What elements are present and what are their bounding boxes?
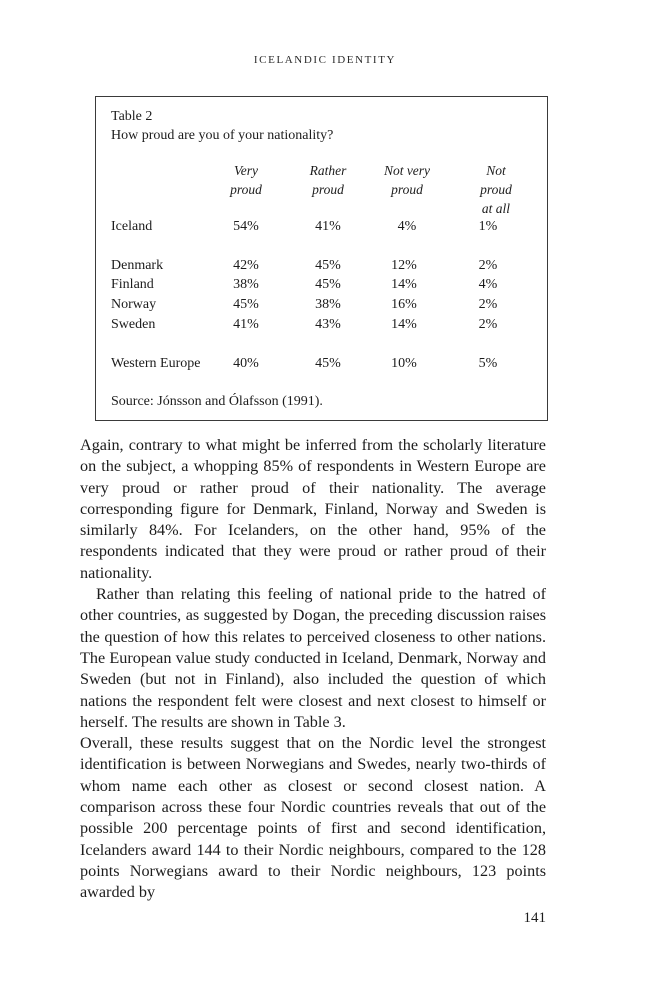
table-question: How proud are you of your nationality? <box>111 128 334 143</box>
paragraph: Overall, these results suggest that on the Nordic level the strongest identification is between Norwegians and Swedes, nearly two-thirds of whom name each other as closest or second closest nation. A comparison across these four Nordic countries reveals that out of the possible 200 percentage points of first and second identification, Icelanders award 144 to their Nordic neighbours, compared to the 128 points Norwegians award to their Nordic neighbours, 123 points awarded by <box>80 734 546 902</box>
table-cell: 45% <box>315 258 341 273</box>
table-source: Source: Jónsson and Ólafsson (1991). <box>111 394 323 409</box>
column-header-very-proud: Very proud <box>230 163 262 197</box>
paragraph: Rather than relating this feeling of national pride to the hatred of other countries, as suggested by Dogan, the preceding discussion raises the question of how this relates to perceived closeness to other nations. The European value study conducted in Iceland, Denmark, Norway and Sweden (but not in Finland), also included the question of which nations the respondent felt were closest and next closest to himself or herself. The results are shown in Table 3. <box>80 585 546 731</box>
table-cell: 16% <box>391 297 417 312</box>
table-cell: 41% <box>315 219 341 234</box>
table-cell: 5% <box>478 356 498 371</box>
running-head: ICELANDIC IDENTITY <box>253 54 397 66</box>
table-cell: 54% <box>233 219 259 234</box>
table-cell: 14% <box>391 277 417 292</box>
table-cell: 38% <box>315 297 341 312</box>
table-cell: 2% <box>478 317 498 332</box>
paragraph: Again, contrary to what might be inferred from the scholarly literature on the subject, a whopping 85% of respondents in Western Europe are very proud or rather proud of their nationality. The average corresponding figure for Denmark, Finland, Norway and Sweden is similarly 84%. For Icelanders, on the other hand, 95% of the respondents indicated that they were proud or rather proud of their nationality. <box>80 436 546 582</box>
column-header-rather-proud: Rather proud <box>309 163 347 197</box>
table-cell: 42% <box>233 258 259 273</box>
body-text <box>80 435 546 904</box>
table-cell: 43% <box>315 317 341 332</box>
table-cell: 38% <box>233 277 259 292</box>
table-cell: 2% <box>478 297 498 312</box>
table-cell: 12% <box>391 258 417 273</box>
table-cell: 40% <box>233 356 259 371</box>
table-2-box <box>95 96 548 421</box>
table-cell: 4% <box>478 277 498 292</box>
row-label-norway: Norway <box>111 297 157 312</box>
table-cell: 2% <box>478 258 498 273</box>
table-cell: 45% <box>315 277 341 292</box>
row-label-finland: Finland <box>111 277 154 292</box>
column-header-not-very-proud: Not very proud <box>383 163 431 197</box>
table-cell: 10% <box>391 356 417 371</box>
row-label-western-europe: Western Europe <box>111 356 201 371</box>
table-cell: 41% <box>233 317 259 332</box>
table-cell: 4% <box>397 219 417 234</box>
table-cell: 14% <box>391 317 417 332</box>
table-label: Table 2 <box>111 109 153 124</box>
row-label-denmark: Denmark <box>111 258 164 273</box>
page-number: 141 <box>523 910 546 926</box>
row-label-sweden: Sweden <box>111 317 156 332</box>
table-cell: 1% <box>478 219 498 234</box>
column-header-not-proud-at-all: Not proud at all <box>480 163 512 216</box>
table-cell: 45% <box>315 356 341 371</box>
table-cell: 45% <box>233 297 259 312</box>
row-label-iceland: Iceland <box>111 219 153 234</box>
